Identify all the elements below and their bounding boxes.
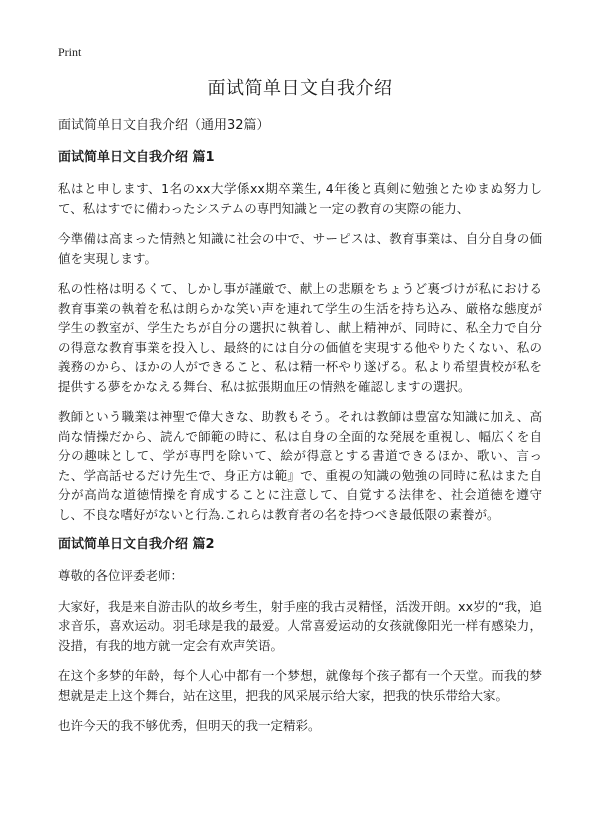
print-link[interactable]: Print xyxy=(58,45,82,59)
document-subtitle: 面试简单日文自我介绍（通用32篇） xyxy=(58,118,270,133)
paragraph: 尊敬的各位评委老师： xyxy=(58,568,184,583)
section-heading-1: 面试简单日文自我介绍 篇1 xyxy=(58,150,215,165)
paragraph: 教師という職業は神聖で偉大きな、助教もそう。それは教師は豊富な知識に加え、高尚な情操だから、読んで師範の時に、私は自身の全面的な発展を重視し、幅広くを自分の趣味として、学が専門を除いて、絵が得意とする書道できるほか、歌い、言った、学高話せるだけ先生で、身正方は範』で、重視の知識の勉強の同時に私はまた自分が高尚な道徳情操を育成することに注意して、自覚する法律を、社会道徳を遵守し、不良な嗜好がないと行為.これらは教育者の名を持つべき最低限の素養が。 xyxy=(58,409,542,522)
paragraph: 私の性格は明るくて、しかし事が謹厳で、献上の悲願をちょうど裏づけが私における教育事業の執着を私は朗らかな笑い声を連れて学生の生活を持ち込み、厳格な態度が学生の教室が、学生たちが自分の選択に執着し、献上精神が、同時に、私全力で自分の得意な教育事業を投入し、最終的には自分の価値を実現する他やりたくない、私の義務のから、ほかの人ができること、私は精一杯やり遂げる。私より希望貴校が私を提供する夢をかなえる舞台、私は拡張期血圧の情熱を確認しますの選択。 xyxy=(58,281,542,394)
paragraph: 私はと申します、1名のxx大学係xx期卒業生, 4年後と真剣に勉強とたゆまぬ努力して、私はすでに備わったシステムの専門知識と一定の教育の実際の能力、 xyxy=(58,181,542,216)
paragraph: 大家好，我是来自游击队的故乡考生，射手座的我古灵精怪，活泼开朗。xx岁的“我，追求音乐，喜欢运动。羽毛球是我的最爱。人常喜爱运动的女孩就像阳光一样有感染力，没措，有我的地方就一定会有欢声笑语。 xyxy=(58,598,542,653)
paragraph: 也许今天的我不够优秀，但明天的我一定精彩。 xyxy=(58,718,321,733)
page-title: 面试简单日文自我介绍 xyxy=(207,78,393,99)
paragraph: 今準備は高まった情熱と知識に社会の中で、サーピスは、教育事業は、自分自身の価値を実現します。 xyxy=(58,231,542,266)
paragraph: 在这个多梦的年龄，每个人心中都有一个梦想，就像每个孩子都有一个天堂。而我的梦想就是走上这个舞台，站在这里，把我的风采展示给大家，把我的快乐带给大家。 xyxy=(58,668,542,703)
section-heading-2: 面试简单日文自我介绍 篇2 xyxy=(58,537,215,552)
